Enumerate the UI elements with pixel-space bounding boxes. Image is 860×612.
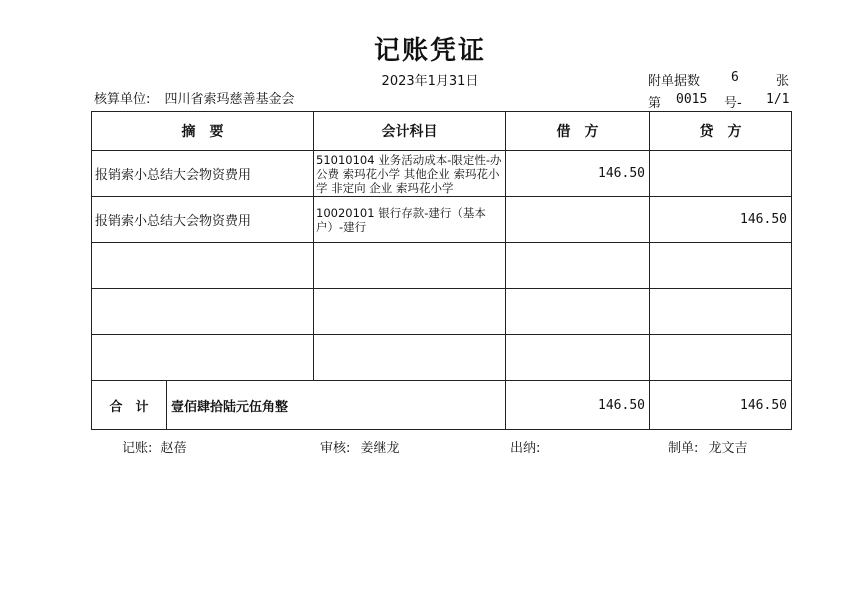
row-account: 51010104 业务活动成本-限定性-办公费 索玛花小学 其他企业 索玛花小学 非定向 企业 索玛花小学 <box>314 151 506 197</box>
auditor-field <box>320 437 400 456</box>
row-summary <box>92 335 314 381</box>
row-debit <box>506 335 650 381</box>
total-label: 合 计 <box>92 381 167 429</box>
bookkeeper-name: 赵蓓 <box>160 441 187 456</box>
row-summary: 报销索小总结大会物资费用 <box>92 151 314 197</box>
row-debit <box>506 197 650 243</box>
cashier-label: 出纳: <box>510 441 541 456</box>
row-summary <box>92 289 314 335</box>
header-account: 会计科目 <box>314 112 506 151</box>
total-cell <box>92 381 506 430</box>
voucher-number: 0015 <box>676 92 708 107</box>
total-debit: 146.50 <box>506 381 650 430</box>
voucher-title: 记账凭证 <box>373 36 486 66</box>
attachment-label: 附单据数 <box>648 74 701 89</box>
row-credit <box>650 335 792 381</box>
table-header-row <box>92 112 792 151</box>
number-prefix: 第 <box>648 96 662 111</box>
table-row <box>92 289 792 335</box>
row-debit: 146.50 <box>506 151 650 197</box>
attachment-count: 6 <box>731 70 739 85</box>
bookkeeper-label: 记账: <box>122 441 153 456</box>
auditor-label: 审核: <box>320 441 351 456</box>
row-credit <box>650 151 792 197</box>
header-debit: 借 方 <box>506 112 650 151</box>
bookkeeper-field <box>122 437 187 456</box>
row-debit <box>506 289 650 335</box>
row-credit <box>650 289 792 335</box>
table-row <box>92 197 792 243</box>
row-summary <box>92 243 314 289</box>
total-row <box>92 381 792 430</box>
header-credit: 贷 方 <box>650 112 792 151</box>
accounting-unit <box>94 88 295 107</box>
table-row <box>92 243 792 289</box>
row-credit: 146.50 <box>650 197 792 243</box>
row-account <box>314 335 506 381</box>
table-row <box>92 151 792 197</box>
page-number: 1/1 <box>766 92 790 107</box>
preparer-name: 龙文吉 <box>708 441 748 456</box>
preparer-field <box>668 437 748 456</box>
row-account: 10020101 银行存款-建行（基本户）-建行 <box>314 197 506 243</box>
voucher-table <box>91 111 792 430</box>
voucher-date: 2023年1月31日 <box>381 74 479 89</box>
row-account <box>314 243 506 289</box>
total-credit: 146.50 <box>650 381 792 430</box>
header-summary: 摘 要 <box>92 112 314 151</box>
auditor-name: 姜继龙 <box>360 441 400 456</box>
attachment-unit: 张 <box>776 74 790 89</box>
unit-label: 核算单位: <box>94 92 151 107</box>
number-suffix: 号- <box>724 96 742 111</box>
row-account <box>314 289 506 335</box>
cashier-field <box>510 437 540 456</box>
row-credit <box>650 243 792 289</box>
preparer-label: 制单: <box>668 441 699 456</box>
total-amount-in-words: 壹佰肆拾陆元伍角整 <box>171 399 289 415</box>
unit-name: 四川省索玛慈善基金会 <box>164 92 295 107</box>
row-debit <box>506 243 650 289</box>
row-summary: 报销索小总结大会物资费用 <box>92 197 314 243</box>
table-row <box>92 335 792 381</box>
